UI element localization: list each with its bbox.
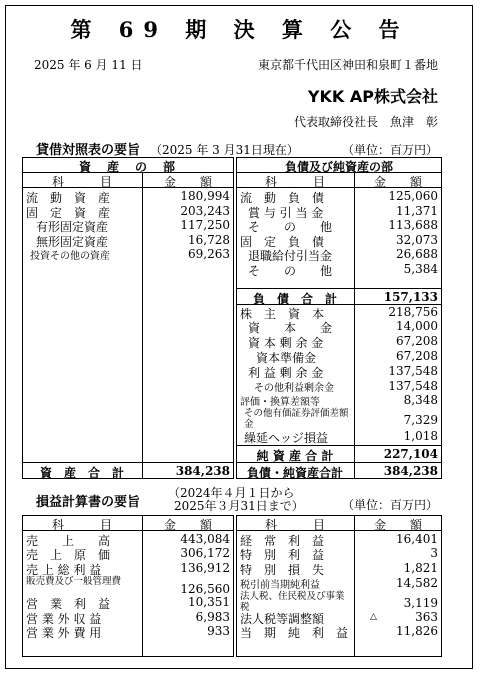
bs-liab-label: 賞 与 引 当 金	[248, 205, 324, 220]
pl-right-label: 特 別 利 益	[240, 548, 325, 562]
bs-equity-label: その他利益剰余金	[254, 383, 334, 394]
bs-liab-net-total-label: 負債・純資産合計	[246, 466, 343, 480]
bs-asset-label: 有形固定資産	[36, 220, 109, 235]
bs-liab-net-total-rule	[236, 462, 442, 463]
bs-equity-label: 利 益 剰 余 金	[248, 366, 324, 380]
pl-right-col-item: 科 目	[264, 518, 325, 532]
bs-equity-label: 繰延ヘッジ損益	[244, 431, 329, 445]
pl-right-label: 税引前当期純利益	[240, 580, 320, 591]
pl-right-label: 特 別 損 失	[240, 563, 325, 577]
bs-as-of: （2025 年 3 月31日現在）	[150, 143, 299, 157]
bs-asset-label: 無形固定資産	[36, 234, 109, 249]
bs-liab-header: 負債及び純資産の部	[284, 160, 393, 174]
representative: 代表取締役社長 魚津 彰	[293, 115, 438, 129]
bs-asset-value: 180,994	[180, 189, 230, 203]
pl-left-label: 販売費及び一般管理費	[26, 576, 122, 587]
notice-date: 2025 年 6 月 11 日	[34, 58, 143, 72]
pl-right-value: 14,582	[396, 576, 438, 590]
bs-liab-label: 固 定 負 債	[240, 234, 325, 249]
pl-left-value: 136,912	[180, 561, 230, 575]
pl-left-label: 売 上 原 価	[26, 548, 111, 562]
bs-equity-value: 67,208	[396, 334, 438, 348]
bs-liab-total-value: 157,133	[383, 290, 438, 304]
bs-equity-value: 137,548	[388, 379, 438, 393]
pl-left-value: 6,983	[195, 610, 230, 624]
bs-assets-col-amount: 金 額	[163, 175, 212, 189]
notice-title: 第 69 期 決 算 公 告	[70, 17, 410, 42]
bs-equity-value: 137,548	[388, 364, 438, 378]
bs-net-total-rule	[236, 445, 442, 446]
bs-asset-label: 投資その他の資産	[30, 251, 110, 263]
pl-left-value: 443,084	[180, 532, 230, 546]
pl-right-value: 3	[430, 546, 438, 560]
bs-liab-value: 5,384	[403, 262, 438, 276]
bs-liab-col-amount: 金 額	[373, 175, 422, 189]
bs-asset-label: 固 定 資 産	[26, 205, 111, 220]
pl-left-col-item: 科 目	[51, 518, 112, 532]
pl-left-label: 営 業 外 費 用	[26, 626, 102, 640]
bs-liab-label: 退職給付引当金	[248, 249, 333, 264]
bs-equity-value: 218,756	[388, 305, 438, 319]
pl-left-label: 営 業 外 収 益	[26, 612, 102, 626]
bs-liab-net-total-value: 384,238	[383, 464, 438, 478]
pl-left-value: 306,172	[180, 546, 230, 560]
bs-assets-header: 資 産 の 部	[78, 160, 177, 174]
bs-equity-label: 評価・換算差額等	[240, 397, 320, 408]
bs-equity-label: その他有価証券評価差額金	[244, 408, 349, 430]
pl-left-value: 126,560	[180, 582, 230, 596]
bs-liab-value: 125,060	[388, 189, 438, 203]
pl-right-label: 経 常 利 益	[240, 534, 325, 548]
bs-liab-col-item: 科 目	[264, 175, 325, 189]
bs-equity-label: 資本準備金	[256, 351, 317, 365]
bs-unit: （単位：百万円）	[341, 143, 438, 157]
pl-unit: （単位：百万円）	[341, 498, 438, 512]
pl-right-label: 法人税、住民税及び事業税	[240, 591, 345, 613]
bs-liab-value: 26,688	[396, 247, 438, 262]
pl-left-label: 営 業 利 益	[26, 597, 111, 611]
pl-left-label: 売 上 高	[26, 534, 111, 548]
bs-asset-value: 203,243	[180, 203, 230, 218]
bs-liab-value: 11,371	[396, 203, 438, 218]
pl-right-label: 当 期 純 利 益	[240, 626, 349, 640]
pl-left-col-amount: 金 額	[163, 518, 212, 532]
bs-equity-value: 1,018	[403, 429, 438, 443]
bs-equity-value: 14,000	[396, 319, 438, 333]
pl-heading: 損益計算書の要旨	[36, 495, 141, 510]
bs-equity-label: 資 本 金	[248, 321, 333, 335]
bs-liab-total-rule	[236, 288, 442, 289]
bs-liab-label: そ の 他	[248, 220, 333, 235]
pl-left-value: 10,351	[188, 595, 230, 609]
pl-left-label: 売 上 総 利 益	[26, 563, 102, 577]
pl-right-label: 法人税等調整額	[240, 612, 325, 626]
company-name: YKK AP株式会社	[307, 87, 438, 106]
bs-asset-value: 117,250	[180, 218, 230, 233]
pl-period-2: 2025年３月31日まで）	[174, 499, 304, 513]
pl-negative-mark: △	[370, 612, 377, 622]
bs-liab-value: 113,688	[388, 218, 438, 233]
bs-equity-label: 株 主 資 本	[240, 307, 325, 321]
bs-liab-label: 流 動 負 債	[240, 191, 325, 205]
bs-liab-value: 32,073	[396, 232, 438, 247]
bs-liab-total-label: 負 債 合 計	[252, 292, 337, 306]
company-address: 東京都千代田区神田和泉町１番地	[257, 58, 438, 72]
pl-period-1: （2024年４月１日から	[168, 486, 295, 500]
bs-equity-value: 7,329	[403, 413, 438, 427]
pl-right-value: 16,401	[396, 532, 438, 546]
bs-equity-label: 資 本 剰 余 金	[248, 336, 324, 350]
bs-net-total-label: 純 資 産 合 計	[256, 449, 334, 463]
bs-assets-total-label: 資 産 合 計	[39, 466, 124, 480]
pl-right-value: 363	[415, 610, 438, 624]
bs-asset-label: 流 動 資 産	[26, 191, 111, 205]
bs-net-total-value: 227,104	[383, 447, 438, 461]
bs-liab-label: そ の 他	[248, 264, 333, 278]
bs-assets-total-value: 384,238	[175, 464, 230, 478]
bs-asset-value: 69,263	[188, 247, 230, 262]
pl-right-value: 3,119	[403, 596, 438, 610]
pl-right-value: 11,826	[396, 624, 438, 638]
bs-assets-col-item: 科 目	[51, 175, 112, 189]
pl-left-value: 933	[207, 624, 230, 638]
bs-heading: 貸借対照表の要旨	[36, 143, 141, 158]
bs-asset-value: 16,728	[188, 232, 230, 247]
bs-equity-value: 8,348	[403, 393, 438, 407]
pl-right-col-amount: 金 額	[373, 518, 422, 532]
pl-right-value: 1,821	[403, 561, 438, 575]
bs-equity-value: 67,208	[396, 349, 438, 363]
